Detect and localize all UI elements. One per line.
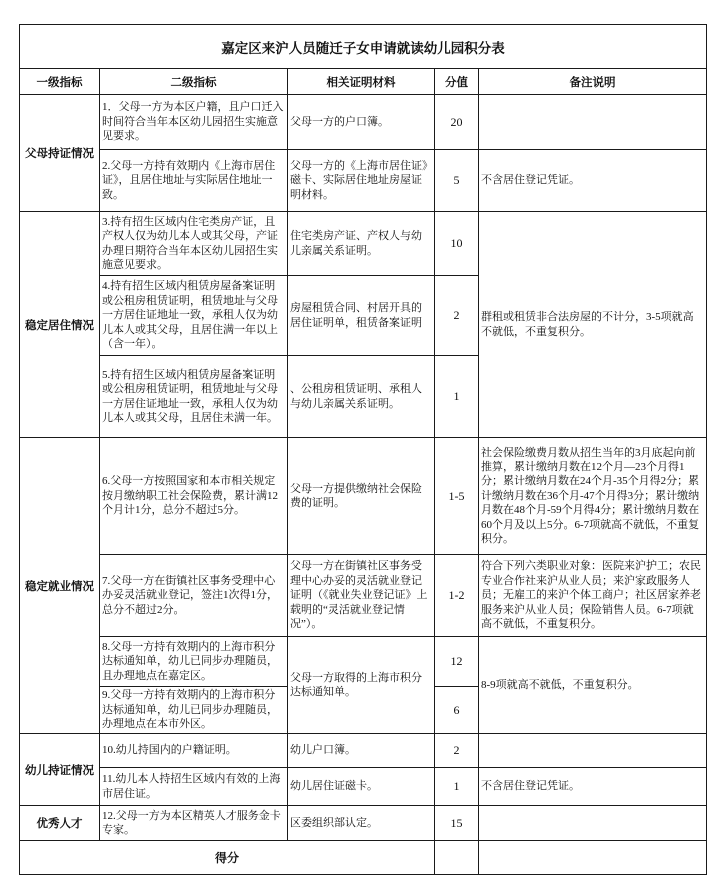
header-notes: 备注说明: [479, 69, 707, 95]
score-cell: 5: [435, 150, 479, 212]
note-cell: 8-9项就高不就低，不重复积分。: [479, 637, 707, 734]
table-row: [20, 212, 707, 276]
table-title: 嘉定区来沪人员随迁子女申请就读幼儿园积分表: [20, 25, 707, 69]
score-cell: 6: [435, 687, 479, 734]
score-cell: 1: [435, 768, 479, 806]
note-cell-empty: [479, 95, 707, 150]
item-cell: 9.父母一方持有效期内的上海市积分达标通知单，幼儿已同步办理随员，办理地点在本市外区。: [100, 687, 288, 734]
material-cell: 、公租房租赁证明、承租人与幼儿亲属关系证明。: [288, 356, 435, 438]
item-cell: 7.父母一方在街镇社区事务受理中心办妥灵活就业登记，签注1次得1分，总分不超过2分。: [100, 555, 288, 637]
table-row: [20, 438, 707, 555]
material-cell: 父母一方在街镇社区事务受理中心办妥的灵活就业登记证明（《就业失业登记证》上载明的“灵活就业登记情况”）。: [288, 555, 435, 637]
table-row: [20, 150, 707, 212]
total-note-cell: [479, 841, 707, 875]
material-cell: 区委组织部认定。: [288, 806, 435, 841]
item-cell: 11.幼儿本人持招生区域内有效的上海市居住证。: [100, 768, 288, 806]
total-row: [20, 841, 707, 875]
item-cell: 4.持有招生区域内租赁房屋备案证明或公租房租赁证明，租赁地址与父母一方居住证地址一致，承租人仅为幼儿本人或其父母，且居住满一年以上（含一年）。: [100, 276, 288, 356]
material-cell: 房屋租赁合同、村居开具的居住证明单，租赁备案证明: [288, 276, 435, 356]
note-cell: 不含居住登记凭证。: [479, 150, 707, 212]
item-cell: 5.持有招生区域内租赁房屋备案证明或公租房租赁证明，租赁地址与父母一方居住证地址一致，承租人仅为幼儿本人或其父母，且居住未满一年。: [100, 356, 288, 438]
category-stable-employment: 稳定就业情况: [20, 438, 100, 734]
score-cell: 15: [435, 806, 479, 841]
score-cell: 12: [435, 637, 479, 687]
table-row: [20, 637, 707, 687]
note-cell: 社会保险缴费月数从招生当年的3月底起向前推算，累计缴纳月数在12个月—23个月得1分；累计缴纳月数在24个月-35个月得2分；累计缴纳月数在36个月-47个月得3分；累计缴纳月数在48个月-59个月得4分；累计缴纳月数在60个月及以上5分。6-7项就高不就低，不重复积分。: [479, 438, 707, 555]
note-cell-empty: [479, 734, 707, 768]
score-cell: 10: [435, 212, 479, 276]
category-parent-permit: 父母持证情况: [20, 95, 100, 212]
note-cell: 群租或租赁非合法房屋的不计分，3-5项就高不就低，不重复积分。: [479, 212, 707, 438]
item-cell: 8.父母一方持有效期内的上海市积分达标通知单，幼儿已同步办理随员，且办理地点在嘉定区。: [100, 637, 288, 687]
item-cell: 1．父母一方为本区户籍，且户口迁入时间符合当年本区幼儿园招生实施意见要求。: [100, 95, 288, 150]
total-label: 得分: [20, 841, 435, 875]
score-cell: 1: [435, 356, 479, 438]
header-materials: 相关证明材料: [288, 69, 435, 95]
material-cell: 父母一方取得的上海市积分达标通知单。: [288, 637, 435, 734]
material-cell: 父母一方的《上海市居住证》磁卡、实际居住地址房屋证明材料。: [288, 150, 435, 212]
category-stable-residence: 稳定居住情况: [20, 212, 100, 438]
material-cell: 住宅类房产证、产权人与幼儿亲属关系证明。: [288, 212, 435, 276]
header-level2: 二级指标: [100, 69, 288, 95]
table-row: [20, 734, 707, 768]
item-cell: 10.幼儿持国内的户籍证明。: [100, 734, 288, 768]
material-cell: 幼儿户口簿。: [288, 734, 435, 768]
table-row: [20, 95, 707, 150]
score-cell: 20: [435, 95, 479, 150]
note-cell: 不含居住登记凭证。: [479, 768, 707, 806]
score-table: [19, 24, 707, 875]
item-cell: 12.父母一方为本区精英人才服务金卡专家。: [100, 806, 288, 841]
score-cell: 1-2: [435, 555, 479, 637]
table-row: [20, 555, 707, 637]
material-cell: 父母一方提供缴纳社会保险费的证明。: [288, 438, 435, 555]
score-cell: 1-5: [435, 438, 479, 555]
header-score: 分值: [435, 69, 479, 95]
category-child-permit: 幼儿持证情况: [20, 734, 100, 806]
table-row: [20, 768, 707, 806]
note-cell-empty: [479, 806, 707, 841]
total-score-cell: [435, 841, 479, 875]
material-cell: 父母一方的户口簿。: [288, 95, 435, 150]
item-cell: 3.持有招生区域内住宅类房产证，且产权人仅为幼儿本人或其父母，产证办理日期符合当年本区幼儿园招生实施意见要求。: [100, 212, 288, 276]
note-cell: 符合下列六类职业对象：医院来沪护工；农民专业合作社来沪从业人员；来沪家政服务人员；无雇工的来沪个体工商户；社区居家养老服务来沪从业人员；保险销售人员。6-7项就高不就低，不重复积分。: [479, 555, 707, 637]
item-cell: 6.父母一方按照国家和本市相关规定按月缴纳职工社会保险费，累计满12个月计1分，总分不超过5分。: [100, 438, 288, 555]
item-cell: 2.父母一方持有效期内《上海市居住证》，且居住地址与实际居住地址一致。: [100, 150, 288, 212]
header-level1: 一级指标: [20, 69, 100, 95]
score-sheet: [19, 24, 706, 870]
category-talent: 优秀人才: [20, 806, 100, 841]
score-cell: 2: [435, 734, 479, 768]
material-cell: 幼儿居住证磁卡。: [288, 768, 435, 806]
score-cell: 2: [435, 276, 479, 356]
table-row: [20, 806, 707, 841]
